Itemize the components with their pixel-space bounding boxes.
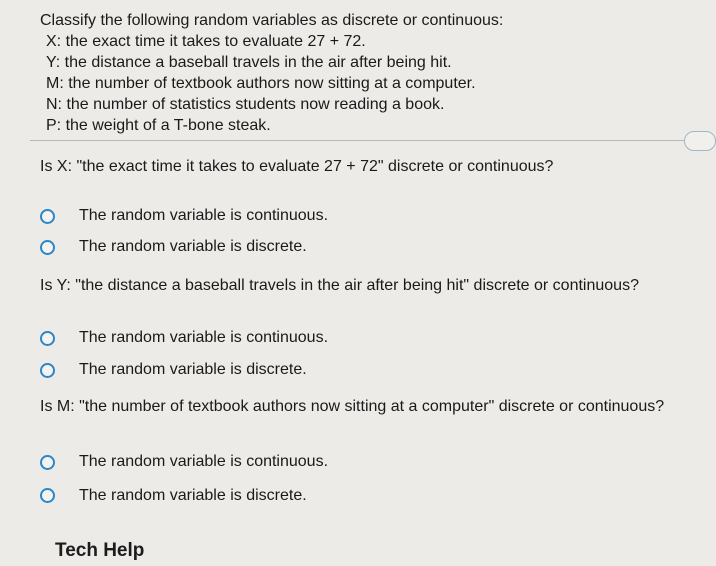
variable-x-definition: X: the exact time it takes to evaluate 27 + 72.	[46, 33, 366, 50]
problem-heading: Classify the following random variables as discrete or continuous:	[40, 12, 504, 29]
question-y-option-continuous[interactable]	[40, 327, 328, 349]
radio-button[interactable]	[40, 240, 55, 255]
question-y: Is Y: "the distance a baseball travels in the air after being hit" discrete or continuous?	[40, 277, 639, 294]
variable-y-definition: Y: the distance a baseball travels in the air after being hit.	[46, 54, 452, 71]
question-x-option-discrete[interactable]	[40, 236, 307, 258]
variable-n-definition: N: the number of statistics students now reading a book.	[46, 96, 445, 113]
question-x-option-continuous[interactable]	[40, 205, 328, 227]
radio-button[interactable]	[40, 488, 55, 503]
question-x: Is X: "the exact time it takes to evaluate 27 + 72" discrete or continuous?	[40, 158, 554, 175]
question-y-option-discrete[interactable]	[40, 359, 307, 381]
radio-button[interactable]	[40, 209, 55, 224]
option-label: The random variable is continuous.	[79, 453, 329, 470]
variable-p-definition: P: the weight of a T-bone steak.	[46, 117, 271, 134]
radio-button[interactable]	[40, 363, 55, 378]
option-label: The random variable is continuous.	[79, 329, 329, 346]
radio-button[interactable]	[40, 331, 55, 346]
problem-statement	[40, 10, 503, 136]
question-m-option-continuous[interactable]	[40, 451, 328, 473]
option-label: The random variable is discrete.	[79, 487, 307, 504]
radio-button[interactable]	[40, 455, 55, 470]
option-label: The random variable is continuous.	[79, 207, 329, 224]
option-label: The random variable is discrete.	[79, 361, 307, 378]
tech-help-link[interactable]: Tech Help	[55, 540, 145, 561]
variable-m-definition: M: the number of textbook authors now sitting at a computer.	[46, 75, 476, 92]
option-label: The random variable is discrete.	[79, 238, 307, 255]
question-m-option-discrete[interactable]	[40, 485, 307, 504]
question-m: Is M: "the number of textbook authors now sitting at a computer" discrete or continuous?	[40, 398, 665, 415]
expand-handle[interactable]	[684, 131, 716, 151]
section-divider	[30, 140, 690, 141]
